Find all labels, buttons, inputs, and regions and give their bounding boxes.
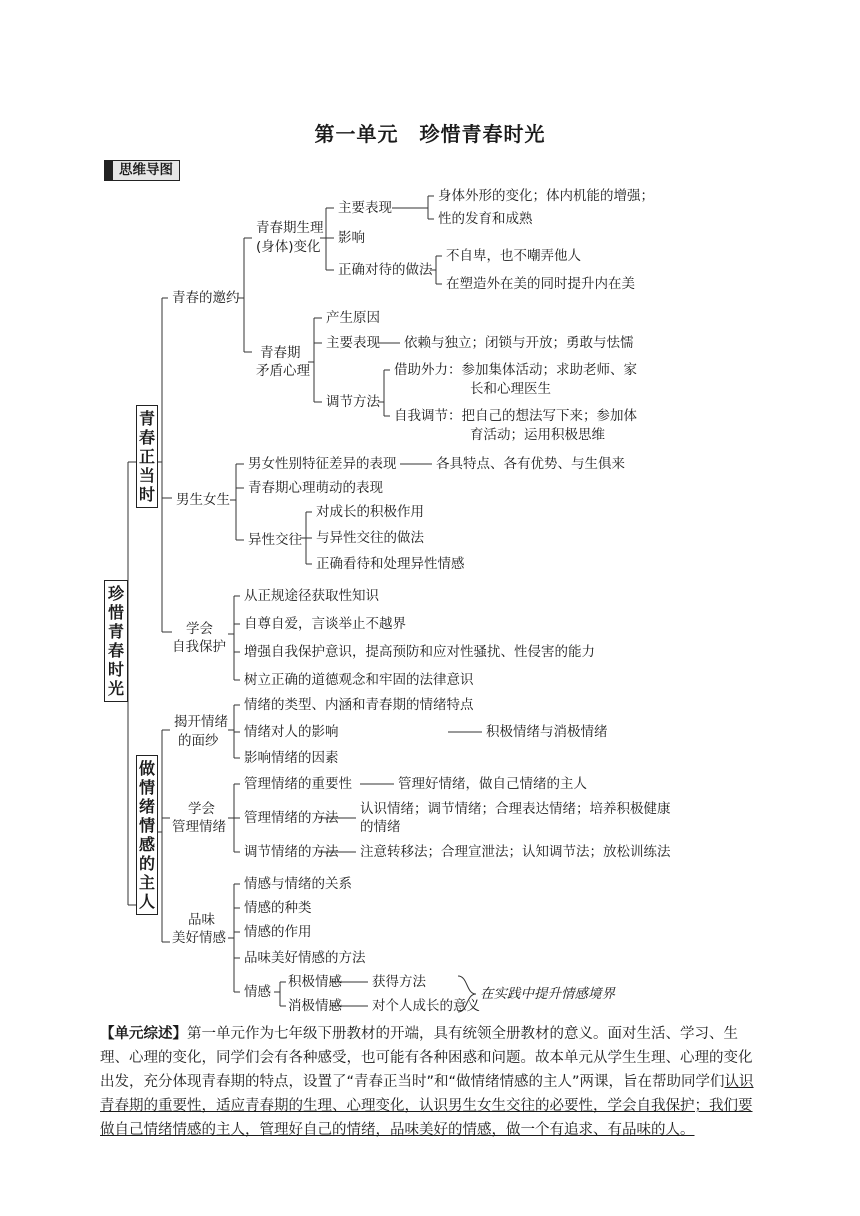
text-manage-2: 管理情绪的方法 bbox=[244, 810, 339, 826]
node-conflict-main: 主要表现 bbox=[326, 335, 380, 351]
text-positive: 积极情感 bbox=[288, 974, 342, 990]
lesson1-node: 青春正当时 bbox=[136, 405, 158, 508]
lesson2-node: 做情绪情感的主人 bbox=[136, 755, 158, 915]
node-feelings-1: 品味 bbox=[188, 912, 215, 928]
text-opposite-2: 与异性交往的做法 bbox=[316, 530, 424, 546]
text-correct-2: 在塑造外在美的同时提升内在美 bbox=[446, 276, 635, 292]
text-protect-1: 从正规途径获取性知识 bbox=[244, 588, 379, 604]
page-title: 第一单元 珍惜青春时光 bbox=[314, 122, 546, 146]
node-conflict-2: 矛盾心理 bbox=[256, 363, 310, 379]
text-manage-2t: 认识情绪；调节情绪；合理表达情绪；培养积极健康 bbox=[360, 801, 671, 817]
text-negative: 消极情感 bbox=[288, 998, 342, 1014]
text-positive-t: 获得方法 bbox=[372, 974, 426, 990]
text-protect-4: 树立正确的道德观念和牢固的法律意识 bbox=[244, 672, 474, 688]
text-manage-3: 调节情绪的方法 bbox=[244, 844, 339, 860]
node-self-protect-1: 学会 bbox=[186, 621, 213, 637]
text-feeling-4: 品味美好情感的方法 bbox=[244, 950, 366, 966]
text-manage-1t: 管理好情绪，做自己情绪的主人 bbox=[398, 776, 587, 792]
text-feeling-1: 情感与情绪的关系 bbox=[244, 876, 352, 892]
text-self-2: 育活动；运用积极思维 bbox=[470, 427, 605, 443]
text-emotion-2: 情绪对人的影响 bbox=[244, 724, 339, 740]
text-feeling-2: 情感的种类 bbox=[244, 900, 312, 916]
text-feeling-3: 情感的作用 bbox=[244, 924, 312, 940]
node-physio-2: (身体)变化 bbox=[256, 239, 321, 255]
summary-body: 第一单元作为七年级下册教材的开端，具有统领全册教材的意义。面对生活、学习、生理、心理的变化，同学们会有各种感受，也可能有各种困惑和问题。故本单元从学生生理、心理的变化出发，充分体现青春期的特点，设置了“青春正当时”和“做情绪情感的主人”两课，旨在帮助同学们 bbox=[100, 1026, 753, 1090]
text-opposite-1: 对成长的积极作用 bbox=[316, 504, 424, 520]
text-gender-diff: 各具特点、各有优势、与生俱来 bbox=[436, 456, 625, 472]
text-emotion-2t: 积极情绪与消极情绪 bbox=[486, 724, 608, 740]
summary-label: 【单元综述】 bbox=[100, 1026, 187, 1042]
text-manage-3t: 注意转移法；合理宣泄法；认知调节法；放松训练法 bbox=[360, 844, 671, 860]
root-node: 珍惜青春时光 bbox=[104, 580, 128, 702]
node-manage-1: 学会 bbox=[188, 801, 215, 817]
text-protect-3: 增强自我保护意识，提高预防和应对性骚扰、性侵害的能力 bbox=[244, 644, 595, 660]
node-emotion-veil-1: 揭开情绪 bbox=[174, 714, 228, 730]
text-external-1: 借助外力：参加集体活动；求助老师、家 bbox=[394, 362, 637, 378]
node-youth-invitation: 青春的邀约 bbox=[172, 290, 240, 306]
node-correct-way: 正确对待的做法 bbox=[338, 262, 433, 278]
unit-summary bbox=[100, 1022, 760, 1142]
summary-underlined: 认识青春期的重要性，适应青春期的生理、心理变化，认识男生女生交往的必要性，学会自我保护；我们要做自己情绪情感的主人，管理好自己的情绪，品味美好的情感，做一个有追求、有品味的人。 bbox=[100, 1074, 754, 1138]
text-main-signs-1: 身体外形的变化；体内机能的增强； bbox=[438, 188, 654, 204]
text-correct-1: 不自卑，也不嘲弄他人 bbox=[446, 248, 581, 264]
node-main-signs: 主要表现 bbox=[338, 200, 392, 216]
section-tag: 思维导图 bbox=[104, 160, 180, 181]
node-emotion-veil-2: 的面纱 bbox=[178, 733, 219, 749]
text-emotion-1: 情绪的类型、内涵和青春期的情绪特点 bbox=[244, 697, 474, 713]
node-adjust: 调节方法 bbox=[326, 394, 380, 410]
text-external-2: 长和心理医生 bbox=[470, 381, 551, 397]
text-self-1: 自我调节：把自己的想法写下来；参加体 bbox=[394, 408, 637, 424]
text-emotion-3: 影响情绪的因素 bbox=[244, 750, 339, 766]
text-manage-1: 管理情绪的重要性 bbox=[244, 776, 352, 792]
text-main-signs-2: 性的发育和成熟 bbox=[438, 211, 533, 227]
text-negative-t: 对个人成长的意义 bbox=[372, 998, 480, 1014]
node-cause: 产生原因 bbox=[326, 310, 380, 326]
text-feeling-5: 情感 bbox=[244, 984, 271, 1000]
node-feelings-2: 美好情感 bbox=[172, 930, 226, 946]
text-opposite-3: 正确看待和处理异性情感 bbox=[316, 556, 465, 572]
node-manage-2: 管理情绪 bbox=[172, 819, 226, 835]
text-protect-2: 自尊自爱，言谈举止不越界 bbox=[244, 616, 406, 632]
text-practice-note: 在实践中提升情感境界 bbox=[480, 986, 615, 1002]
node-physio-1: 青春期生理 bbox=[256, 220, 324, 236]
node-gender-diff: 男女性别特征差异的表现 bbox=[248, 456, 397, 472]
node-boys-girls: 男生女生 bbox=[176, 492, 230, 508]
node-opposite-sex: 异性交往 bbox=[248, 532, 302, 548]
node-psych-stir: 青春期心理萌动的表现 bbox=[248, 480, 383, 496]
text-manage-2t2: 的情绪 bbox=[360, 819, 401, 835]
node-conflict-1: 青春期 bbox=[260, 345, 301, 361]
text-conflict-main: 依赖与独立；闭锁与开放；勇敢与怯懦 bbox=[404, 335, 634, 351]
node-effect: 影响 bbox=[338, 230, 365, 246]
node-self-protect-2: 自我保护 bbox=[172, 639, 226, 655]
